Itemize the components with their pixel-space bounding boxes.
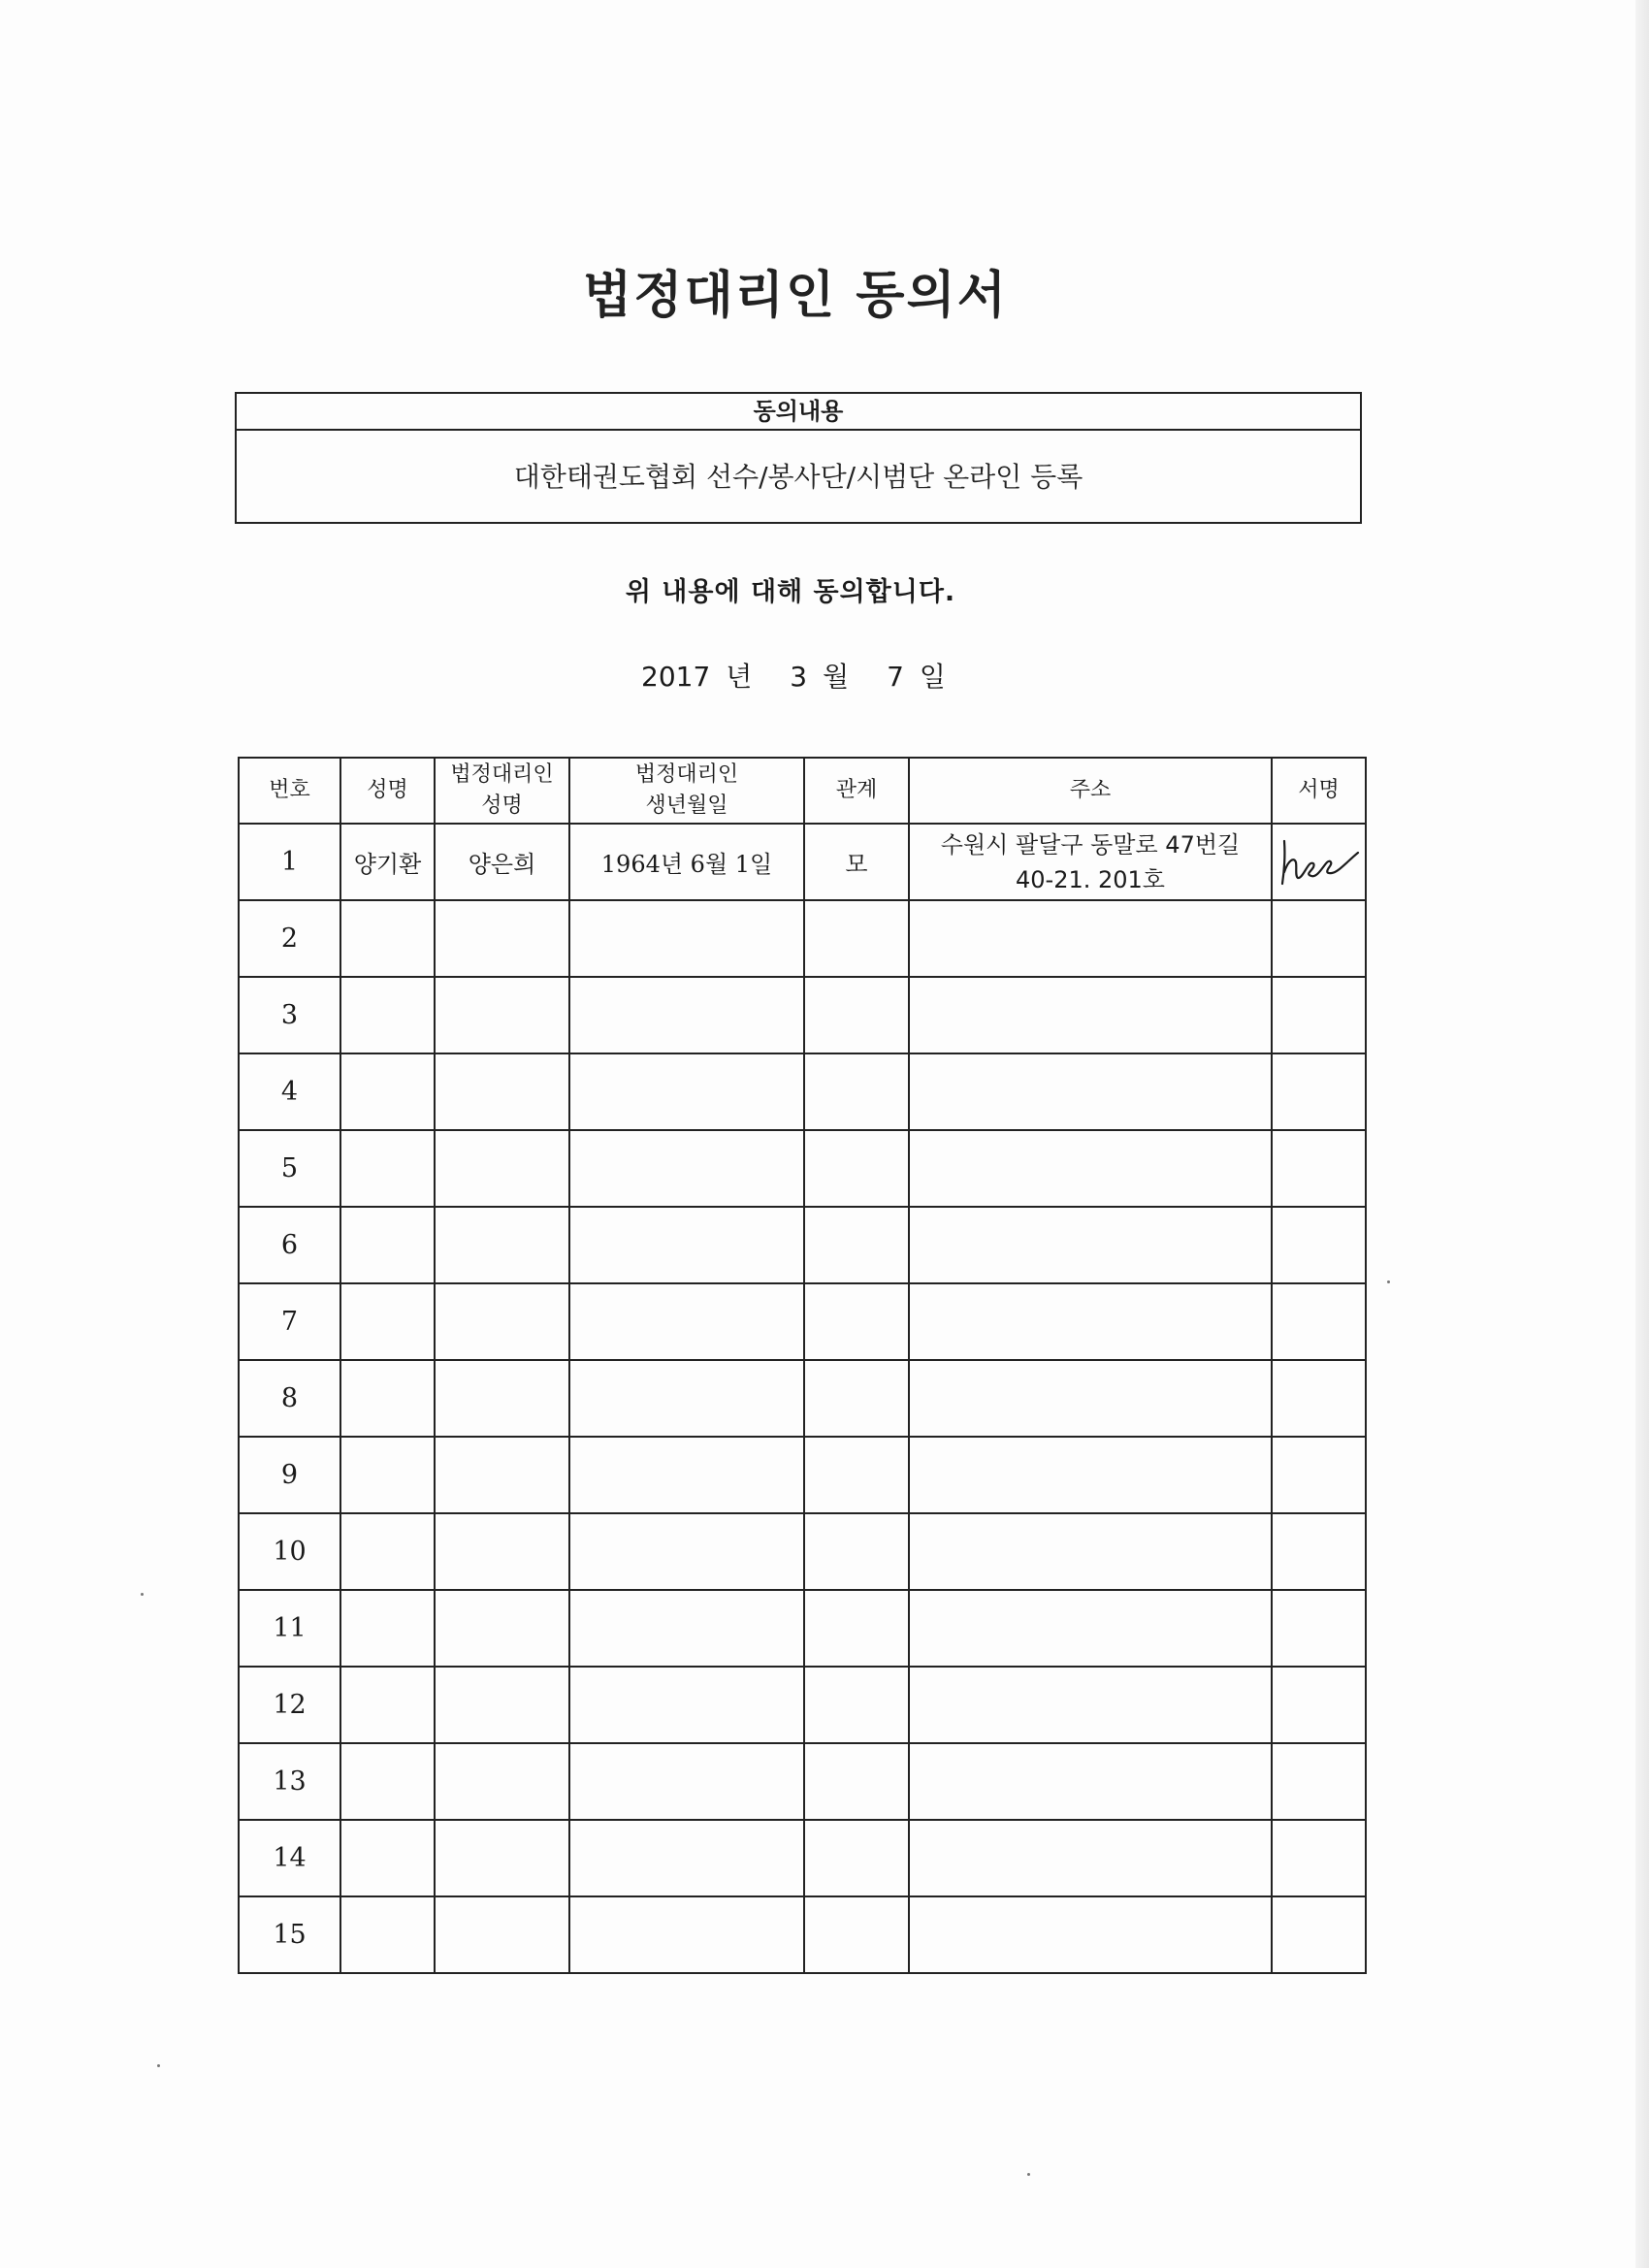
cell-address — [909, 1590, 1272, 1667]
consent-text: 대한태권도협회 선수/봉사단/시범단 온라인 등록 — [513, 461, 1083, 493]
cell-relation — [804, 1207, 909, 1283]
cell-address — [909, 1053, 1272, 1130]
table-row — [239, 1743, 1366, 1820]
table-row — [239, 1896, 1366, 1973]
cell-relation — [804, 1590, 909, 1667]
cell-guardian-birth — [569, 1207, 804, 1283]
agreement-statement: 위 내용에 대해 동의합니다. — [625, 577, 956, 607]
cell-address — [909, 900, 1272, 977]
handwritten-signature — [1277, 833, 1362, 891]
scan-speck — [1027, 2173, 1030, 2176]
scan-speck — [141, 1593, 144, 1596]
cell-signature — [1272, 1590, 1366, 1667]
cell-name — [340, 1207, 435, 1283]
cell-name — [340, 1743, 435, 1820]
cell-number: 4 — [239, 1053, 340, 1130]
table-row — [239, 1437, 1366, 1513]
cell-signature — [1272, 1896, 1366, 1973]
cell-address — [909, 1360, 1272, 1437]
table-row — [239, 1207, 1366, 1283]
cell-signature — [1272, 1743, 1366, 1820]
cell-address — [909, 1130, 1272, 1207]
cell-guardian-birth — [569, 1743, 804, 1820]
cell-name — [340, 900, 435, 977]
cell-relation — [804, 1896, 909, 1973]
cell-relation — [804, 1053, 909, 1130]
cell-signature — [1272, 1437, 1366, 1513]
cell-guardian-birth — [569, 1896, 804, 1973]
signing-date — [0, 656, 1587, 695]
cell-signature — [1272, 900, 1366, 977]
cell-address — [909, 1207, 1272, 1283]
cell-relation — [804, 1360, 909, 1437]
cell-relation — [804, 1743, 909, 1820]
cell-name — [340, 1360, 435, 1437]
table-row — [239, 1820, 1366, 1896]
cell-guardian-birth — [569, 1130, 804, 1207]
cell-guardian-name: 양은희 — [435, 824, 569, 900]
address-line2: 40-21. 201호 — [1016, 865, 1165, 893]
header-name: 성명 — [340, 758, 435, 824]
document-title: 법정대리인 동의서 — [583, 267, 1008, 325]
cell-guardian-name — [435, 1283, 569, 1360]
cell-name: 양기환 — [340, 824, 435, 900]
cell-signature — [1272, 824, 1366, 900]
guardian-roster-table — [238, 757, 1367, 1974]
cell-number: 10 — [239, 1513, 340, 1590]
cell-name — [340, 1820, 435, 1896]
cell-guardian-name — [435, 1743, 569, 1820]
table-header-row — [239, 758, 1366, 824]
cell-guardian-name — [435, 900, 569, 977]
cell-guardian-name — [435, 1130, 569, 1207]
header-guardian-name — [435, 758, 569, 824]
cell-guardian-birth — [569, 1667, 804, 1743]
cell-guardian-name — [435, 1667, 569, 1743]
table-row — [239, 900, 1366, 977]
cell-name — [340, 1437, 435, 1513]
header-relation: 관계 — [804, 758, 909, 824]
cell-name — [340, 1130, 435, 1207]
cell-number: 1 — [239, 824, 340, 900]
table-row — [239, 977, 1366, 1053]
cell-relation — [804, 1667, 909, 1743]
cell-signature — [1272, 1283, 1366, 1360]
table-row — [239, 824, 1366, 900]
cell-guardian-birth — [569, 1590, 804, 1667]
header-guardian-birth-line2: 생년월일 — [645, 794, 728, 818]
scan-speck — [1387, 1280, 1390, 1283]
cell-guardian-name — [435, 1437, 569, 1513]
cell-signature — [1272, 1513, 1366, 1590]
table-row — [239, 1590, 1366, 1667]
cell-name — [340, 977, 435, 1053]
cell-guardian-name — [435, 1360, 569, 1437]
cell-number: 12 — [239, 1667, 340, 1743]
cell-guardian-name — [435, 1896, 569, 1973]
cell-guardian-birth — [569, 1053, 804, 1130]
header-guardian-birth — [569, 758, 804, 824]
cell-number: 9 — [239, 1437, 340, 1513]
cell-address — [909, 1283, 1272, 1360]
table-body — [239, 824, 1366, 1973]
cell-address — [909, 1667, 1272, 1743]
cell-relation: 모 — [804, 824, 909, 900]
cell-signature — [1272, 1360, 1366, 1437]
cell-signature — [1272, 1820, 1366, 1896]
cell-signature — [1272, 1207, 1366, 1283]
cell-name — [340, 1053, 435, 1130]
cell-relation — [804, 977, 909, 1053]
address-line1: 수원시 팔달구 동말로 47번길 — [940, 830, 1241, 859]
header-guardian-name-line2: 성명 — [481, 794, 523, 818]
header-signature: 서명 — [1272, 758, 1366, 824]
cell-signature — [1272, 1053, 1366, 1130]
cell-relation — [804, 1130, 909, 1207]
cell-guardian-name — [435, 1053, 569, 1130]
cell-number: 2 — [239, 900, 340, 977]
cell-guardian-birth — [569, 900, 804, 977]
consent-box — [235, 392, 1362, 524]
cell-signature — [1272, 1130, 1366, 1207]
consent-header: 동의내용 — [237, 394, 1360, 431]
cell-relation — [804, 900, 909, 977]
cell-guardian-birth — [569, 1283, 804, 1360]
date-month-unit: 월 — [823, 661, 850, 693]
date-month: 3 — [790, 661, 808, 693]
date-year: 2017 — [641, 661, 711, 693]
cell-name — [340, 1590, 435, 1667]
cell-address — [909, 1513, 1272, 1590]
cell-number: 3 — [239, 977, 340, 1053]
cell-guardian-name — [435, 1513, 569, 1590]
cell-number: 15 — [239, 1896, 340, 1973]
cell-relation — [804, 1513, 909, 1590]
cell-relation — [804, 1820, 909, 1896]
cell-signature — [1272, 1667, 1366, 1743]
cell-number: 5 — [239, 1130, 340, 1207]
cell-address — [909, 1820, 1272, 1896]
header-guardian-name-line1: 법정대리인 — [450, 762, 554, 787]
cell-guardian-birth: 1964년 6월 1일 — [569, 824, 804, 900]
cell-number: 13 — [239, 1743, 340, 1820]
cell-number: 14 — [239, 1820, 340, 1896]
cell-address — [909, 977, 1272, 1053]
cell-address — [909, 1743, 1272, 1820]
table-row — [239, 1130, 1366, 1207]
table-row — [239, 1053, 1366, 1130]
page-edge-shadow — [1635, 0, 1649, 2268]
cell-guardian-birth — [569, 1513, 804, 1590]
cell-name — [340, 1513, 435, 1590]
header-number: 번호 — [239, 758, 340, 824]
cell-relation — [804, 1283, 909, 1360]
date-day-unit: 일 — [919, 661, 946, 693]
date-year-unit: 년 — [726, 661, 753, 693]
table-row — [239, 1283, 1366, 1360]
cell-name — [340, 1896, 435, 1973]
cell-number: 8 — [239, 1360, 340, 1437]
scan-speck — [157, 2064, 160, 2067]
cell-guardian-birth — [569, 977, 804, 1053]
cell-guardian-name — [435, 1590, 569, 1667]
cell-guardian-name — [435, 977, 569, 1053]
table-row — [239, 1513, 1366, 1590]
cell-guardian-name — [435, 1207, 569, 1283]
cell-signature — [1272, 977, 1366, 1053]
cell-number: 6 — [239, 1207, 340, 1283]
cell-relation — [804, 1437, 909, 1513]
cell-address — [909, 824, 1272, 900]
cell-name — [340, 1667, 435, 1743]
header-address: 주소 — [909, 758, 1272, 824]
table-row — [239, 1667, 1366, 1743]
cell-guardian-birth — [569, 1437, 804, 1513]
table-row — [239, 1360, 1366, 1437]
date-day: 7 — [887, 661, 904, 693]
cell-guardian-name — [435, 1820, 569, 1896]
cell-number: 7 — [239, 1283, 340, 1360]
cell-address — [909, 1896, 1272, 1973]
cell-address — [909, 1437, 1272, 1513]
cell-guardian-birth — [569, 1360, 804, 1437]
header-guardian-birth-line1: 법정대리인 — [634, 762, 739, 787]
cell-number: 11 — [239, 1590, 340, 1667]
cell-guardian-birth — [569, 1820, 804, 1896]
cell-name — [340, 1283, 435, 1360]
